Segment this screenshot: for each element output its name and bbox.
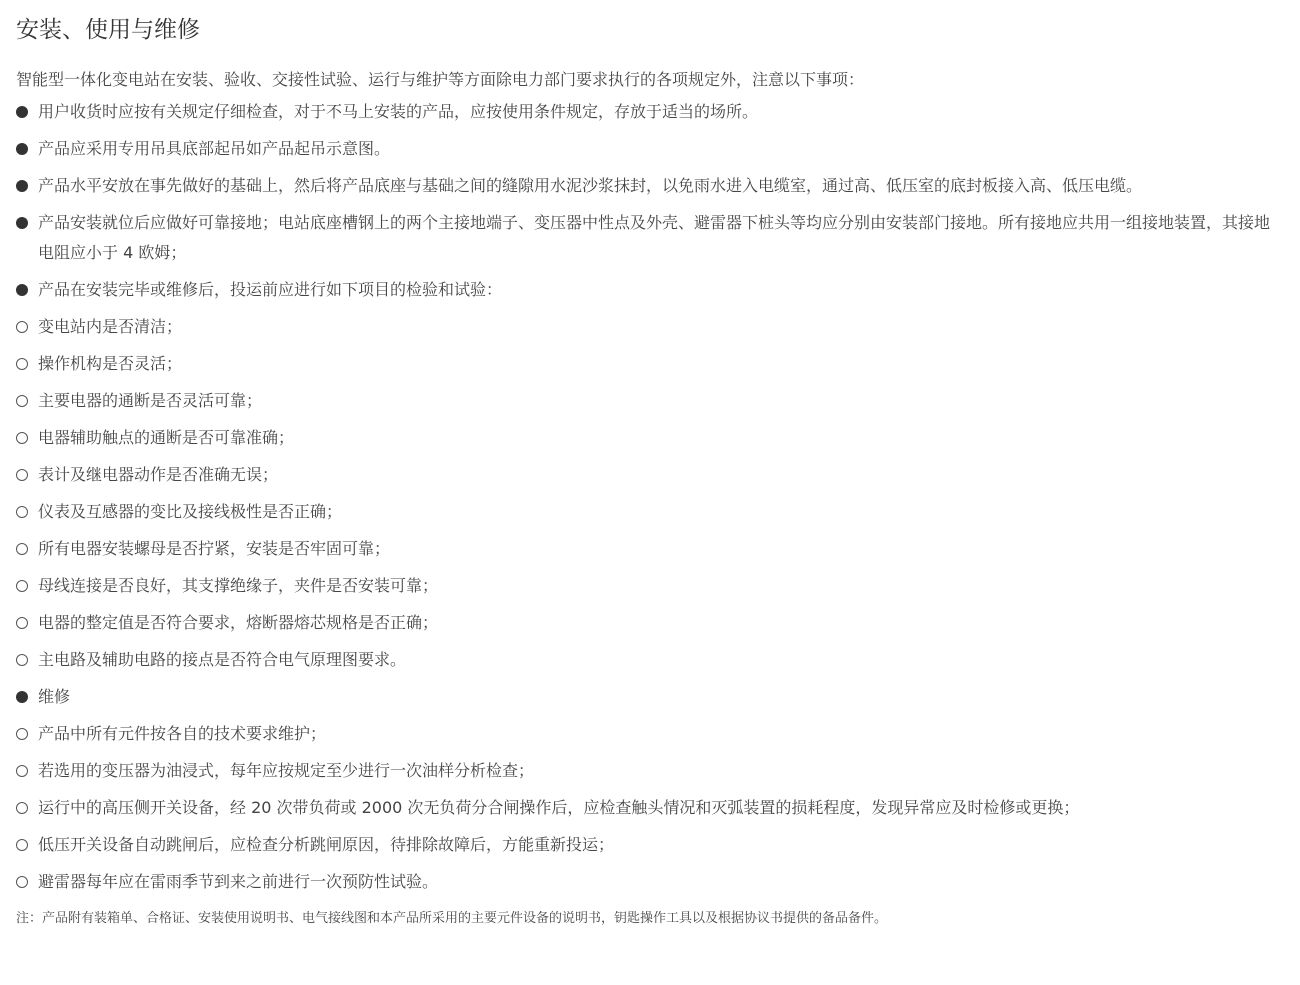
instruction-list [16, 97, 1284, 897]
list-item [16, 497, 1284, 527]
bullet-marker [16, 497, 38, 527]
bullet-marker [16, 534, 38, 564]
hollow-bullet-icon [16, 469, 28, 481]
list-item-text: 产品应采用专用吊具底部起吊如产品起吊示意图。 [38, 139, 391, 158]
bullet-marker [16, 386, 38, 416]
list-item-text: 所有电器安装螺母是否拧紧，安装是否牢固可靠； [38, 539, 391, 558]
bullet-marker [16, 645, 38, 675]
list-item-text: 维修 [38, 687, 71, 706]
list-item-text: 电器辅助触点的通断是否可靠准确； [38, 428, 295, 447]
list-item-text: 运行中的高压侧开关设备，经 20 次带负荷或 2000 次无负荷分合闸操作后，应检查触头情况和灭弧装置的损耗程度，发现异常应及时检修或更换； [38, 798, 1080, 817]
list-item-text: 电器的整定值是否符合要求，熔断器熔芯规格是否正确； [38, 613, 439, 632]
list-item-text: 仪表及互感器的变比及接线极性是否正确； [38, 502, 343, 521]
list-item [16, 830, 1284, 860]
filled-bullet-icon [16, 691, 28, 703]
filled-bullet-icon [16, 284, 28, 296]
hollow-bullet-icon [16, 802, 28, 814]
list-item-text: 产品水平安放在事先做好的基础上，然后将产品底座与基础之间的缝隙用水泥沙浆抹封，以免雨水进入电缆室，通过高、低压室的底封板接入高、低压电缆。 [38, 176, 1143, 195]
hollow-bullet-icon [16, 839, 28, 851]
list-item [16, 386, 1284, 416]
list-item [16, 349, 1284, 379]
list-item [16, 793, 1284, 823]
list-item-text: 若选用的变压器为油浸式，每年应按规定至少进行一次油样分析检查； [38, 761, 535, 780]
bullet-marker [16, 867, 38, 897]
list-item [16, 645, 1284, 675]
list-item [16, 97, 1284, 127]
bullet-marker [16, 423, 38, 453]
list-item [16, 867, 1284, 897]
bullet-marker [16, 571, 38, 601]
filled-bullet-icon [16, 180, 28, 192]
bullet-marker [16, 349, 38, 379]
list-item [16, 134, 1284, 164]
bullet-marker [16, 97, 38, 127]
list-item-text: 主要电器的通断是否灵活可靠； [38, 391, 263, 410]
hollow-bullet-icon [16, 395, 28, 407]
list-item-text: 母线连接是否良好，其支撑绝缘子，夹件是否安装可靠； [38, 576, 439, 595]
hollow-bullet-icon [16, 580, 28, 592]
list-item-text: 产品中所有元件按各自的技术要求维护； [38, 724, 327, 743]
bullet-marker [16, 460, 38, 490]
list-item [16, 756, 1284, 786]
intro-paragraph: 智能型一体化变电站在安装、验收、交接性试验、运行与维护等方面除电力部门要求执行的各项规定外，注意以下事项： [16, 70, 865, 89]
list-item [16, 208, 1284, 268]
list-item [16, 312, 1284, 342]
hollow-bullet-icon [16, 654, 28, 666]
bullet-marker [16, 134, 38, 164]
list-item [16, 171, 1284, 201]
list-item-text: 产品在安装完毕或维修后，投运前应进行如下项目的检验和试验： [38, 280, 503, 299]
page-title: 安装、使用与维修 [16, 17, 200, 43]
bullet-marker [16, 719, 38, 749]
hollow-bullet-icon [16, 321, 28, 333]
bullet-marker [16, 756, 38, 786]
bullet-marker [16, 171, 38, 201]
hollow-bullet-icon [16, 876, 28, 888]
filled-bullet-icon [16, 143, 28, 155]
list-item-text: 变电站内是否清洁； [38, 317, 183, 336]
hollow-bullet-icon [16, 543, 28, 555]
bullet-marker [16, 312, 38, 342]
list-item [16, 460, 1284, 490]
list-item [16, 682, 1284, 712]
bullet-marker [16, 275, 38, 305]
list-item [16, 423, 1284, 453]
list-item [16, 275, 1284, 305]
hollow-bullet-icon [16, 506, 28, 518]
bullet-marker [16, 793, 38, 823]
list-item [16, 608, 1284, 638]
hollow-bullet-icon [16, 432, 28, 444]
list-item-text: 操作机构是否灵活； [38, 354, 183, 373]
bullet-marker [16, 830, 38, 860]
filled-bullet-icon [16, 106, 28, 118]
list-item-text: 主电路及辅助电路的接点是否符合电气原理图要求。 [38, 650, 407, 669]
hollow-bullet-icon [16, 358, 28, 370]
list-item-text: 产品安装就位后应做好可靠接地；电站底座槽钢上的两个主接地端子、变压器中性点及外壳、避雷器下桩头等均应分别由安装部门接地。所有接地应共用一组接地装置，其接地电阻应小于 4 欧姆； [38, 213, 1271, 262]
list-item-text: 表计及继电器动作是否准确无误； [38, 465, 279, 484]
list-item [16, 719, 1284, 749]
bullet-marker [16, 608, 38, 638]
footnote: 注：产品附有装箱单、合格证、安装使用说明书、电气接线图和本产品所采用的主要元件设备的说明书，钥匙操作工具以及根据协议书提供的备品备件。 [16, 911, 888, 926]
filled-bullet-icon [16, 217, 28, 229]
list-item-text: 低压开关设备自动跳闸后，应检查分析跳闸原因，待排除故障后，方能重新投运； [38, 835, 615, 854]
list-item-text: 用户收货时应按有关规定仔细检查，对于不马上安装的产品，应按使用条件规定，存放于适当的场所。 [38, 102, 759, 121]
hollow-bullet-icon [16, 617, 28, 629]
bullet-marker [16, 208, 38, 268]
bullet-marker [16, 682, 38, 712]
hollow-bullet-icon [16, 728, 28, 740]
hollow-bullet-icon [16, 765, 28, 777]
list-item [16, 534, 1284, 564]
list-item-text: 避雷器每年应在雷雨季节到来之前进行一次预防性试验。 [38, 872, 439, 891]
list-item [16, 571, 1284, 601]
